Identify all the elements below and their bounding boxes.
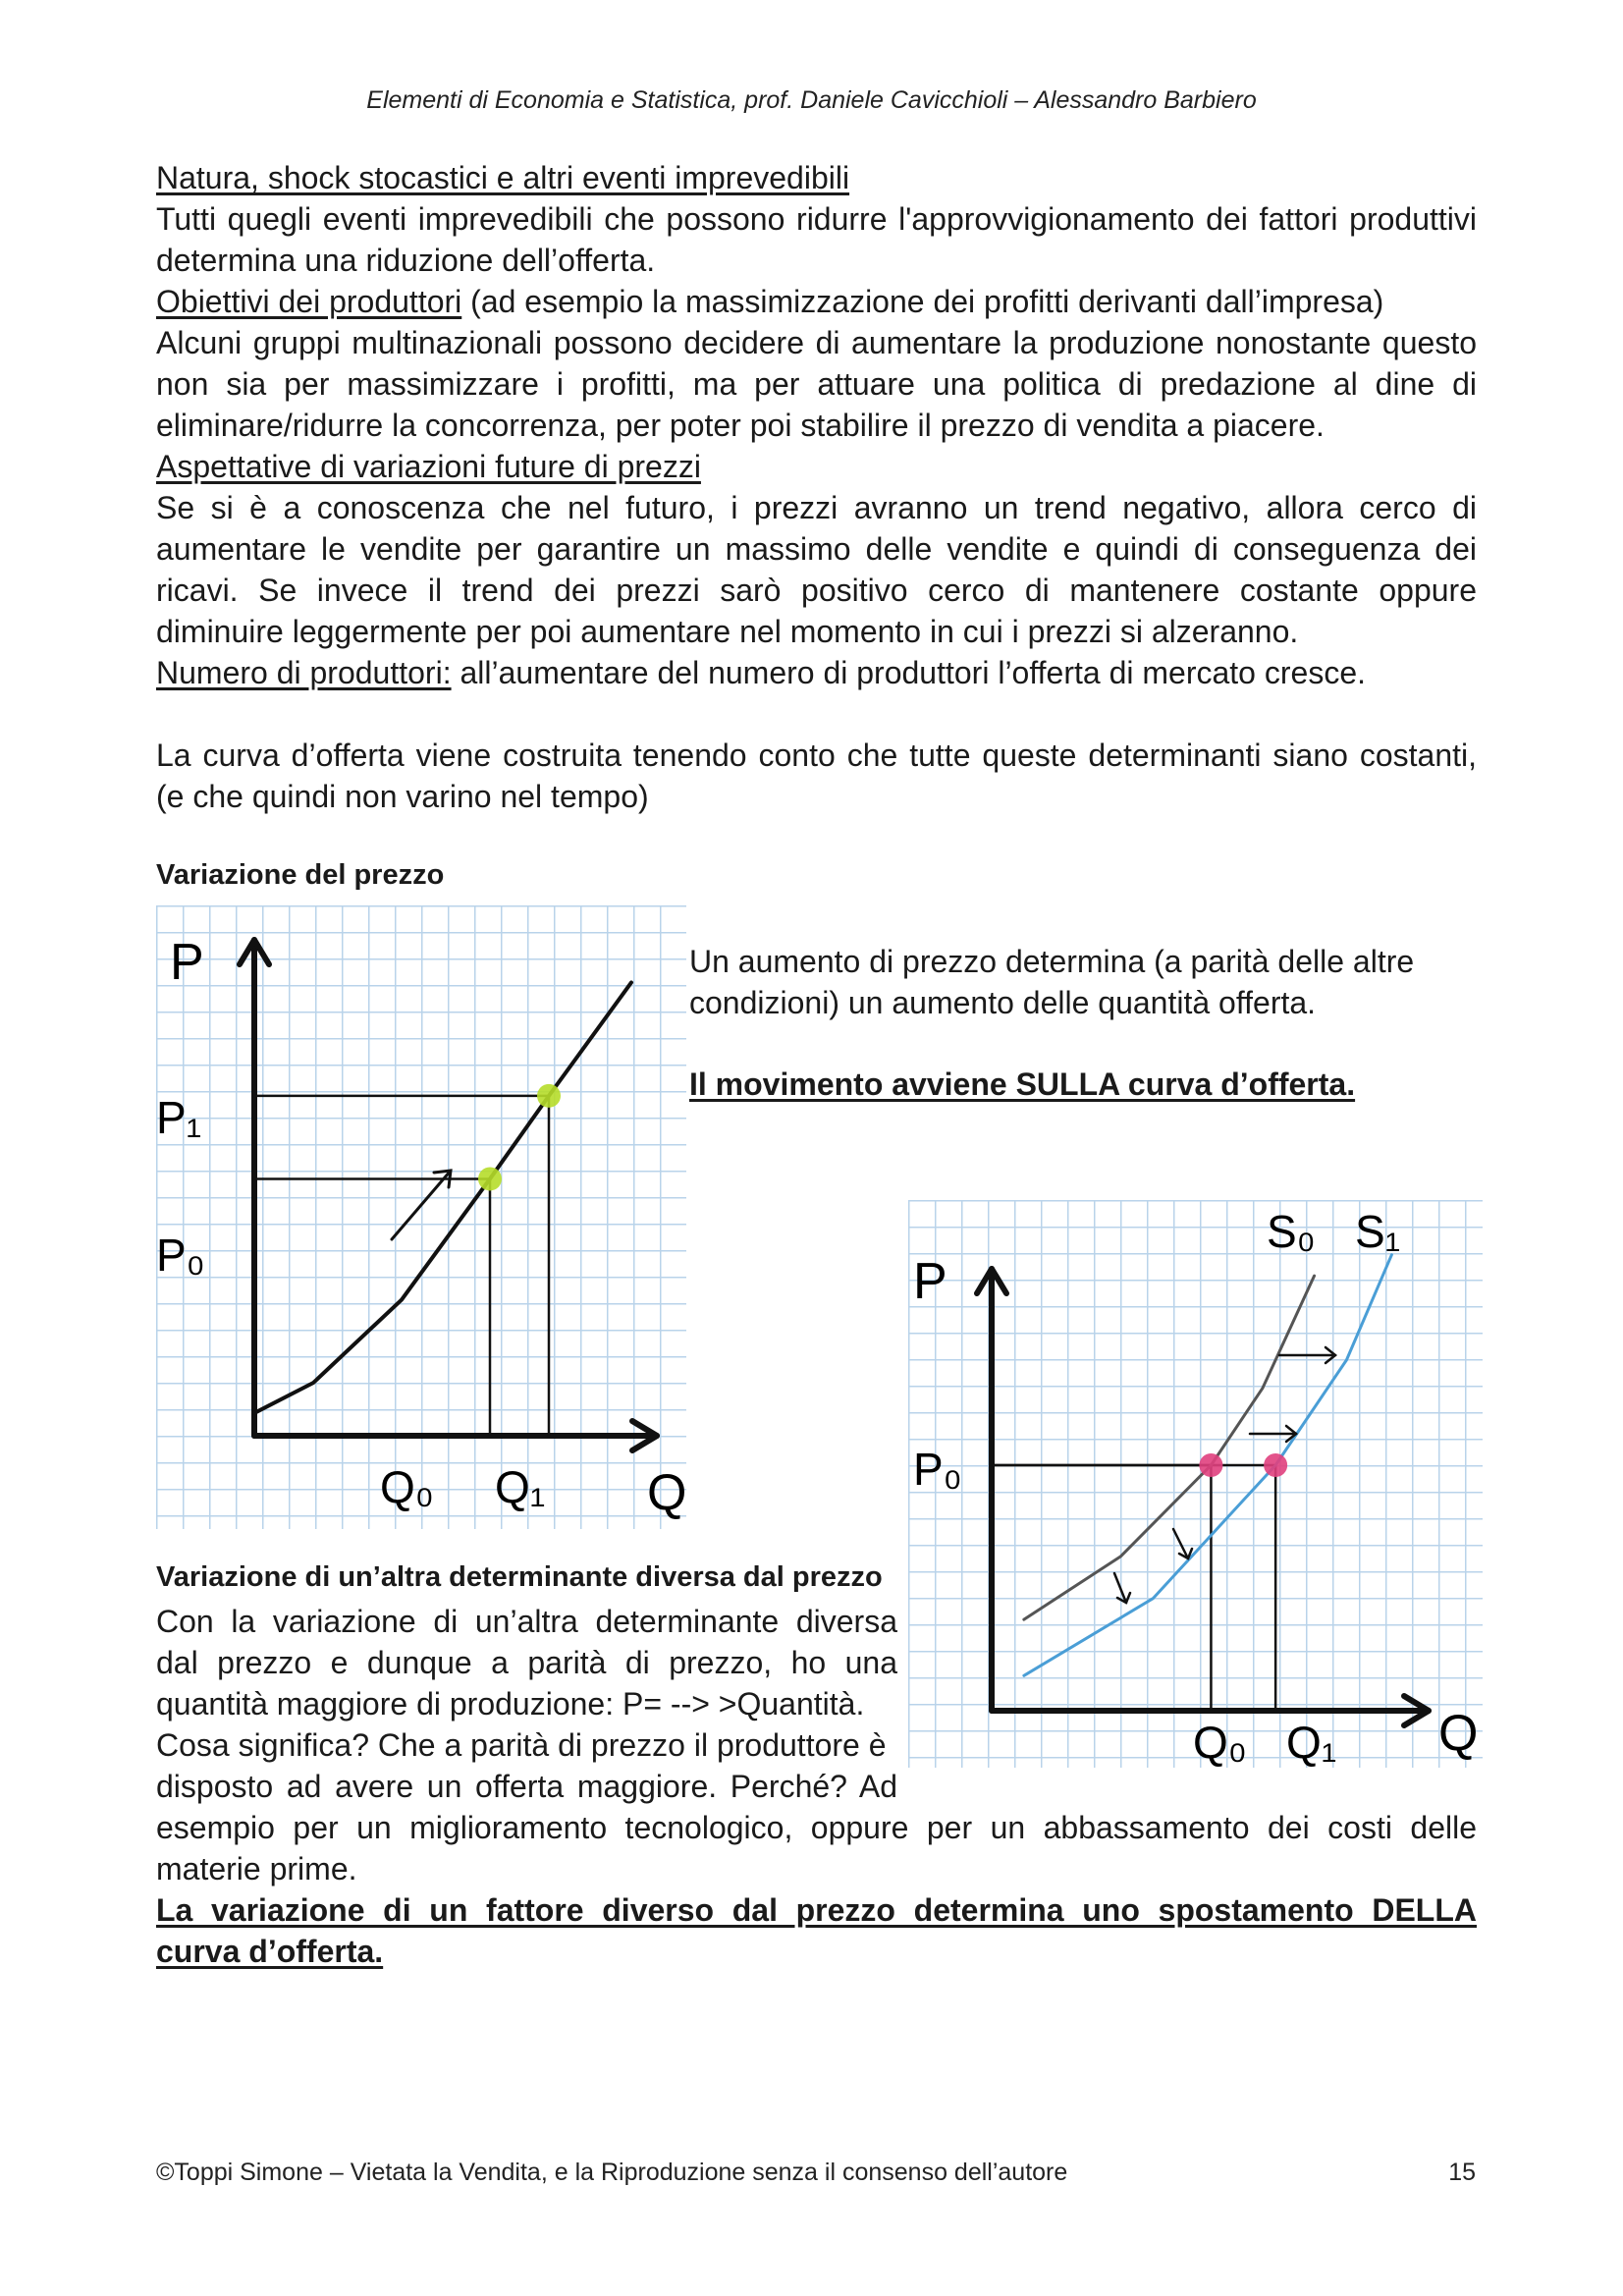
section-aspettative-line4: diminuire leggermente per poi aumentare nel momento in cui i prezzi si alzeranno. [156,614,1299,649]
section-variazione-altra-line3: quantità maggiore di produzione: P= --> >Quantità. [156,1686,865,1722]
section-aspettative-title: Aspettative di variazioni future di prezzi [156,449,701,484]
point-P0-Q0 [478,1167,502,1190]
section-aspettative-line2: aumentare le vendite per garantire un massimo delle vendite e quindi di conseguenza dei [156,531,1477,567]
section-numero-rest: all’aumentare del numero di produttori l’offerta di mercato cresce. [451,655,1366,690]
chart-1-tick-p1: P₁ [156,1092,202,1143]
series-S [254,982,631,1412]
point-P0-Q0 [1199,1453,1222,1477]
supply-curve-shift-chart [908,1200,1483,1768]
section-curva-line1: La curva d’offerta viene costruita tenendo conto che tutte queste determinanti siano costanti, [156,738,1477,773]
page-header: Elementi di Economia e Statistica, prof. Daniele Cavicchioli – Alessandro Barbiero [366,86,1257,114]
section-obiettivi-title-line [156,281,1383,322]
footer-copyright: ©Toppi Simone – Vietata la Vendita, e la Riproduzione senza il consenso dell’autore [156,2159,1068,2186]
chart-2-curve-label-s0: S₀ [1267,1206,1316,1257]
chart-2-grid [908,1200,1483,1768]
section-variazione-prezzo-heading: Variazione del prezzo [156,859,445,891]
chart-1-tick-q0: Q₀ [380,1461,434,1512]
section-obiettivi-line2: non sia per massimizzare i profitti, ma per attuare una politica di predazione al dine di [156,366,1477,402]
chart-1-tick-q1: Q₁ [495,1461,546,1512]
chart-2-tick-p0: P₀ [913,1444,962,1495]
chart-2-y-label: P [913,1253,947,1310]
section-variazione-altra-line6: esempio per un miglioramento tecnologico, oppure per un abbassamento dei costi delle [156,1810,1477,1845]
section-numero-title: Numero di produttori: [156,655,452,690]
chart-1-grid [156,905,686,1529]
section-variazione-altra-line1: Con la variazione di un’altra determinante diversa [156,1604,897,1639]
supply-chart-price-change [156,905,686,1529]
section-obiettivi-title: Obiettivi dei produttori [156,284,462,319]
section-variazione-altra-line7: materie prime. [156,1851,357,1886]
point-P1-Q1 [537,1084,561,1108]
chart-1-tick-p0: P₀ [156,1230,205,1281]
section-obiettivi-title-rest: (ad esempio la massimizzazione dei profitti derivanti dall’impresa) [461,284,1384,319]
chart-1-x-label: Q [647,1464,686,1521]
section-curva-line2: (e che quindi non varino nel tempo) [156,779,649,814]
section-variazione-altra-heading: Variazione di un’altra determinante diversa dal prezzo [156,1561,883,1593]
section-natura-line1: Tutti quegli eventi imprevedibili che possono ridurre l'approvvigionamento dei fattori produttivi [156,201,1477,237]
section-variazione-altra-emphasis1: La variazione di un fattore diverso dal prezzo determina uno spostamento DELLA [156,1892,1477,1928]
footer-page-number: 15 [1448,2159,1476,2186]
chart-1-movement-arrow-icon [392,1171,451,1239]
section-obiettivi-line1: Alcuni gruppi multinazionali possono decidere di aumentare la produzione nonostante questo [156,325,1477,360]
chart-2-tick-q0: Q₀ [1193,1717,1247,1768]
section-numero [156,652,1366,693]
section-natura-line2: determina una riduzione dell’offerta. [156,243,656,278]
chart-1-y-label: P [170,934,204,991]
section-natura-title: Natura, shock stocastici e altri eventi imprevedibili [156,160,850,195]
section-variazione-altra-line2: dal prezzo e dunque a parità di prezzo, ho una [156,1645,897,1680]
chart-2-curve-label-s1: S₁ [1355,1206,1401,1257]
series-S0 [1024,1276,1315,1619]
section-variazione-prezzo-emphasis: Il movimento avviene SULLA curva d’offerta. [689,1066,1356,1102]
section-variazione-altra-line4: Cosa significa? Che a parità di prezzo il produttore è [156,1727,887,1763]
section-variazione-altra-line5: disposto ad avere un offerta maggiore. Perché? Ad [156,1769,897,1804]
section-variazione-prezzo-line1: Un aumento di prezzo determina (a parità delle altre [689,944,1415,979]
point-P0-Q1 [1264,1453,1287,1477]
chart-2-x-label: Q [1438,1705,1479,1762]
section-obiettivi-line3: eliminare/ridurre la concorrenza, per poter poi stabilire il prezzo di vendita a piacere. [156,408,1325,443]
chart-2-tick-q1: Q₁ [1286,1717,1337,1768]
section-variazione-altra-emphasis2: curva d’offerta. [156,1934,384,1969]
section-aspettative-line1: Se si è a conoscenza che nel futuro, i prezzi avranno un trend negativo, allora cerco di [156,490,1477,525]
section-aspettative-line3: ricavi. Se invece il trend dei prezzi sarò positivo cerco di mantenere costante oppure [156,573,1477,608]
section-variazione-prezzo-line2: condizioni) un aumento delle quantità offerta. [689,985,1317,1020]
